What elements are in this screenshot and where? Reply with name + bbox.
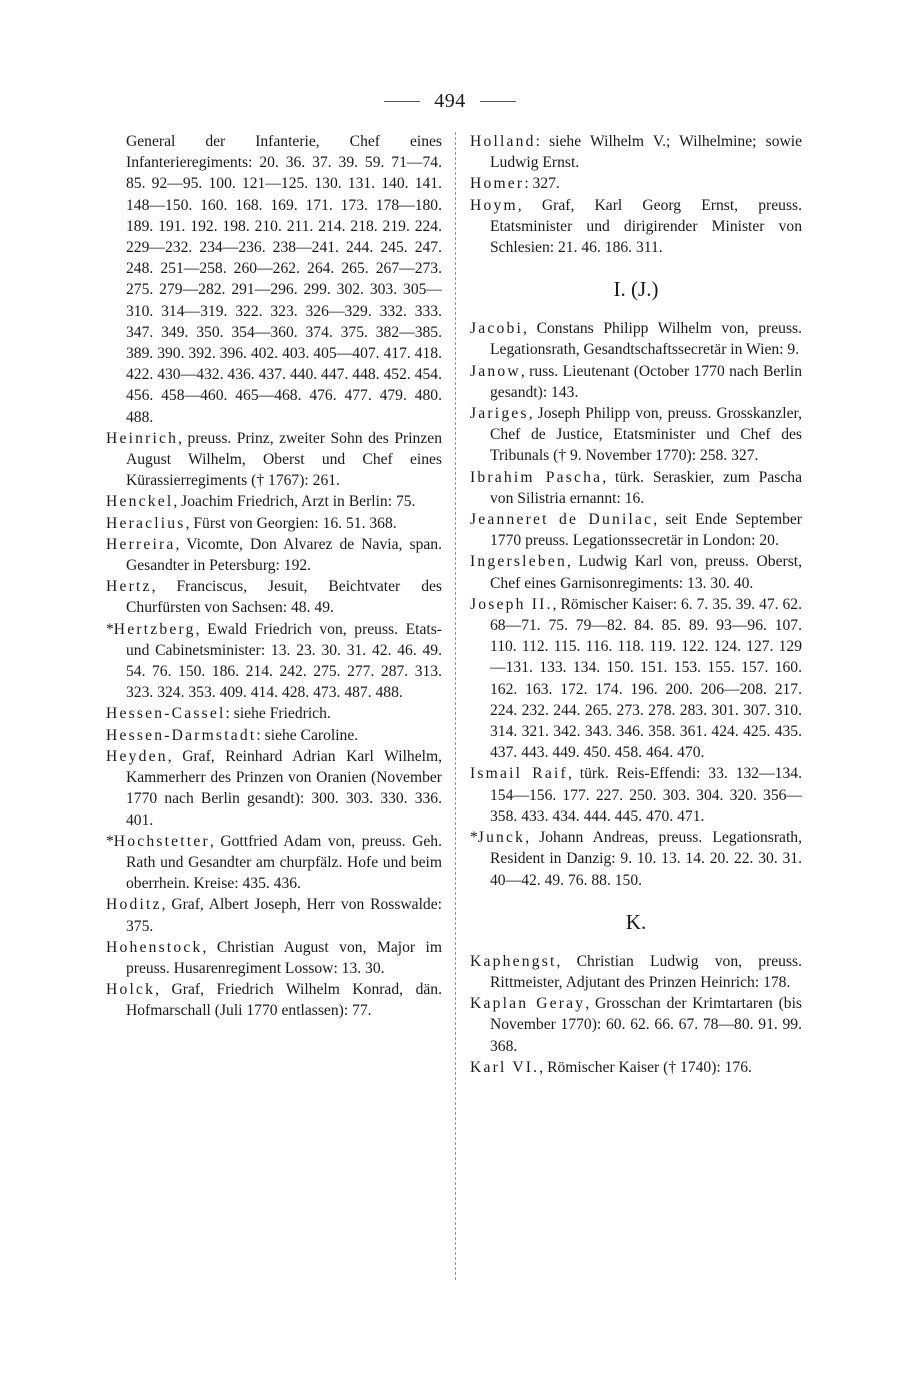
index-entry	[106, 979, 442, 1021]
right-column	[470, 131, 802, 1078]
entry-text: , türk. Reis-Effendi: 33. 132—134. 154—156. 177. 227. 250. 303. 304. 320. 356—358. 433. 434. 444. 445. 470. 471.	[490, 765, 802, 825]
entry-text: , Christian Ludwig von, preuss. Rittmeister, Adjutant des Prinzen Heinrich: 178.	[490, 952, 802, 991]
entries-i	[470, 318, 802, 890]
header-rule-left	[384, 101, 420, 102]
index-entry	[470, 594, 802, 764]
index-entry	[470, 195, 802, 259]
entries-k	[470, 951, 802, 1078]
entry-text: , Graf, Friedrich Wilhelm Konrad, dän. Hofmarschall (Juli 1770 entlassen): 77.	[126, 981, 442, 1020]
entry-text: , Johann Andreas, preuss. Legationsrath, Resident in Danzig: 9. 10. 13. 14. 20. 22. 30. 31. 40—42. 49. 76. 88. 150.	[490, 829, 802, 889]
entry-text: : siehe Caroline.	[256, 726, 359, 744]
index-entry	[470, 403, 802, 467]
entry-name: Jeanneret de Dunilac	[470, 511, 654, 529]
index-entry	[106, 513, 442, 534]
entry-name: Ismail Raif	[470, 765, 568, 783]
index-entry	[106, 937, 442, 979]
entry-name: Heyden	[106, 747, 168, 765]
entry-name: Hertz	[106, 578, 152, 596]
entry-name: Hochstetter	[113, 832, 210, 850]
entry-text: , Grosschan der Krimtartaren (bis November 1770): 60. 62. 66. 67. 78—80. 91. 99. 368.	[490, 995, 802, 1055]
index-entry	[106, 534, 442, 576]
index-entry	[106, 894, 442, 936]
entry-text: , Joachim Friedrich, Arzt in Berlin: 75.	[173, 493, 416, 511]
entry-text: , Constans Philipp Wilhelm von, preuss. Legationsrath, Gesandtschaftssecretär in Wien: 9.	[490, 320, 802, 359]
entry-star: *	[106, 620, 114, 638]
entry-text: , Graf, Albert Joseph, Herr von Rosswalde: 375.	[126, 896, 442, 935]
entry-name: Holck	[106, 981, 156, 999]
entry-text: , Ludwig Karl von, preuss. Oberst, Chef eines Garnisonregiments: 13. 30. 40.	[490, 553, 802, 592]
section-heading-i: I. (J.)	[613, 277, 659, 302]
header-rule-right	[480, 101, 516, 102]
entry-name: Janow	[470, 362, 521, 380]
entry-name: Holland	[470, 133, 536, 150]
entry-text: , Graf, Reinhard Adrian Karl Wilhelm, Kammerherr des Prinzen von Oranien (November 1770 nach Berlin gesandt): 300. 303. 330. 336. 401.	[126, 747, 442, 829]
section-heading-k: K.	[625, 909, 647, 934]
entry-star: *	[470, 829, 478, 847]
entry-name: Homer	[470, 175, 525, 193]
page-number: 494	[434, 89, 466, 112]
index-entry	[106, 703, 442, 724]
entry-text: , türk. Seraskier, zum Pascha von Silistria ernannt: 16.	[490, 468, 802, 507]
entry-text: , preuss. Prinz, zweiter Sohn des Prinzen August Wilhelm, Oberst und Chef eines Kürassierregiments († 1767): 261.	[126, 429, 442, 490]
index-entry	[470, 467, 802, 509]
index-entry	[470, 993, 802, 1057]
index-entry	[470, 827, 802, 891]
index-entry	[470, 509, 802, 551]
index-entry	[470, 951, 802, 993]
entry-star: *	[106, 832, 114, 850]
index-entry	[106, 619, 442, 704]
index-entry	[470, 361, 802, 403]
entry-name: Hoym	[470, 196, 518, 214]
entry-text: , Graf, Karl Georg Ernst, preuss. Etatsminister und dirigirender Minister von Schlesien: 21. 46. 186. 311.	[490, 196, 802, 257]
index-entry	[470, 763, 802, 827]
entry-name: Joseph II.	[470, 595, 553, 613]
index-entry	[470, 318, 802, 360]
index-entry	[470, 1057, 802, 1078]
entry-name: Herreira	[106, 535, 176, 553]
entry-name: Hessen-Darmstadt	[106, 726, 257, 744]
entry-text: , seit Ende September 1770 preuss. Legationssecretär in London: 20.	[490, 511, 802, 550]
entry-text: , Joseph Philipp von, preuss. Grosskanzler, Chef de Justice, Etatsminister und Chef des Tribunals († 9. November 1770): 258. 327.	[490, 405, 802, 465]
entry-name: Ibrahim Pascha	[470, 468, 603, 486]
index-entry	[106, 831, 442, 895]
entry-text: : 327.	[524, 175, 560, 193]
index-entry	[106, 491, 442, 512]
entry-name: Heinrich	[106, 429, 179, 447]
entry-text: , Fürst von Georgien: 16. 51. 368.	[185, 514, 397, 532]
entry-name: Hertzberg	[113, 620, 196, 638]
index-entry	[106, 725, 442, 746]
index-entry	[470, 173, 802, 194]
entry-name: Karl VI.	[470, 1058, 540, 1076]
entry-name: Heraclius	[106, 514, 186, 532]
index-entry	[106, 428, 442, 492]
index-entry	[106, 131, 442, 428]
entry-text: , Römischer Kaiser: 6. 7. 35. 39. 47. 62. 68—71. 75. 79—82. 84. 85. 89. 93—96. 107. 110. 112. 115. 116. 118. 119. 122. 124. 127. 129—131. 133. 134. 150. 151. 153. 155. 157. 160. 162. 163. 172. 174. 196. 200. 206—208. 217. 224. 232. 244. 265. 273. 278. 283. 301. 307. 310. 314. 321. 342. 343. 346. 358. 361. 424. 425. 435. 437. 443. 449. 450. 458. 464. 470.	[490, 595, 802, 762]
entry-name: Henckel	[106, 493, 174, 511]
index-entry	[470, 551, 802, 593]
entry-name: Hohenstock	[106, 938, 203, 956]
entry-text: , russ. Lieutenant (October 1770 nach Berlin gesandt): 143.	[490, 362, 802, 401]
entry-name: Junck	[477, 829, 526, 847]
index-entry	[470, 131, 802, 173]
left-column	[106, 131, 442, 1022]
index-entry	[106, 576, 442, 618]
entries-h-continued	[470, 131, 802, 258]
column-divider	[455, 132, 456, 1280]
entry-text: , Christian August von, Major im preuss. Husarenregiment Lossow: 13. 30.	[126, 938, 442, 977]
entry-name: Kaphengst	[470, 952, 557, 970]
entry-text: , Römischer Kaiser († 1740): 176.	[539, 1058, 752, 1076]
entry-text: , Franciscus, Jesuit, Beichtvater des Churfürsten von Sachsen: 48. 49.	[126, 578, 442, 617]
index-entry	[106, 746, 442, 831]
entry-text: , Gottfried Adam von, preuss. Geh. Rath und Gesandter am churpfälz. Hofe und beim oberrhein. Kreise: 435. 436.	[126, 832, 442, 893]
entry-text: , Ewald Friedrich von, preuss. Etats- und Cabinetsminister: 13. 23. 30. 31. 42. 46. 49. 54. 76. 150. 186. 214. 242. 275. 277. 287. 313. 323. 324. 353. 409. 414. 428. 473. 487. 488.	[126, 620, 442, 702]
entry-text: : siehe Wilhelm V.; Wilhelmine; sowie Ludwig Ernst.	[490, 133, 802, 172]
entry-name: Ingersleben	[470, 553, 567, 571]
entry-name: Jacobi	[470, 320, 524, 338]
entry-name: Hessen-Cassel	[106, 705, 226, 723]
entry-name: Hoditz	[106, 896, 162, 914]
entry-text: , Vicomte, Don Alvarez de Navia, span. Gesandter in Petersburg: 192.	[126, 535, 442, 575]
page-header	[0, 86, 900, 116]
entry-text: General der Infanterie, Chef eines Infanterieregiments: 20. 36. 37. 39. 59. 71—74. 85. 92—95. 100. 121—125. 130. 131. 140. 141. 148—150. 160. 168. 169. 171. 173. 178—180. 189. 191. 192. 198. 210. 211. 214. 218. 219. 224. 229—232. 234—236. 238—241. 244. 245. 247. 248. 251—258. 260—262. 264. 265. 267—273. 275. 279—282. 291—296. 299. 302. 303. 305—310. 314—319. 322. 323. 326—329. 332. 333. 347. 349. 350. 354—360. 374. 375. 382—385. 389. 390. 392. 396. 402. 403. 405—407. 417. 418. 422. 430—432. 436. 437. 440. 447. 448. 452. 454. 456. 458—460. 465—468. 476. 477. 479. 480. 488.	[126, 133, 442, 426]
entry-name: Kaplan Geray	[470, 995, 586, 1013]
entry-name: Jariges	[470, 405, 529, 423]
entry-text: : siehe Friedrich.	[225, 705, 331, 723]
